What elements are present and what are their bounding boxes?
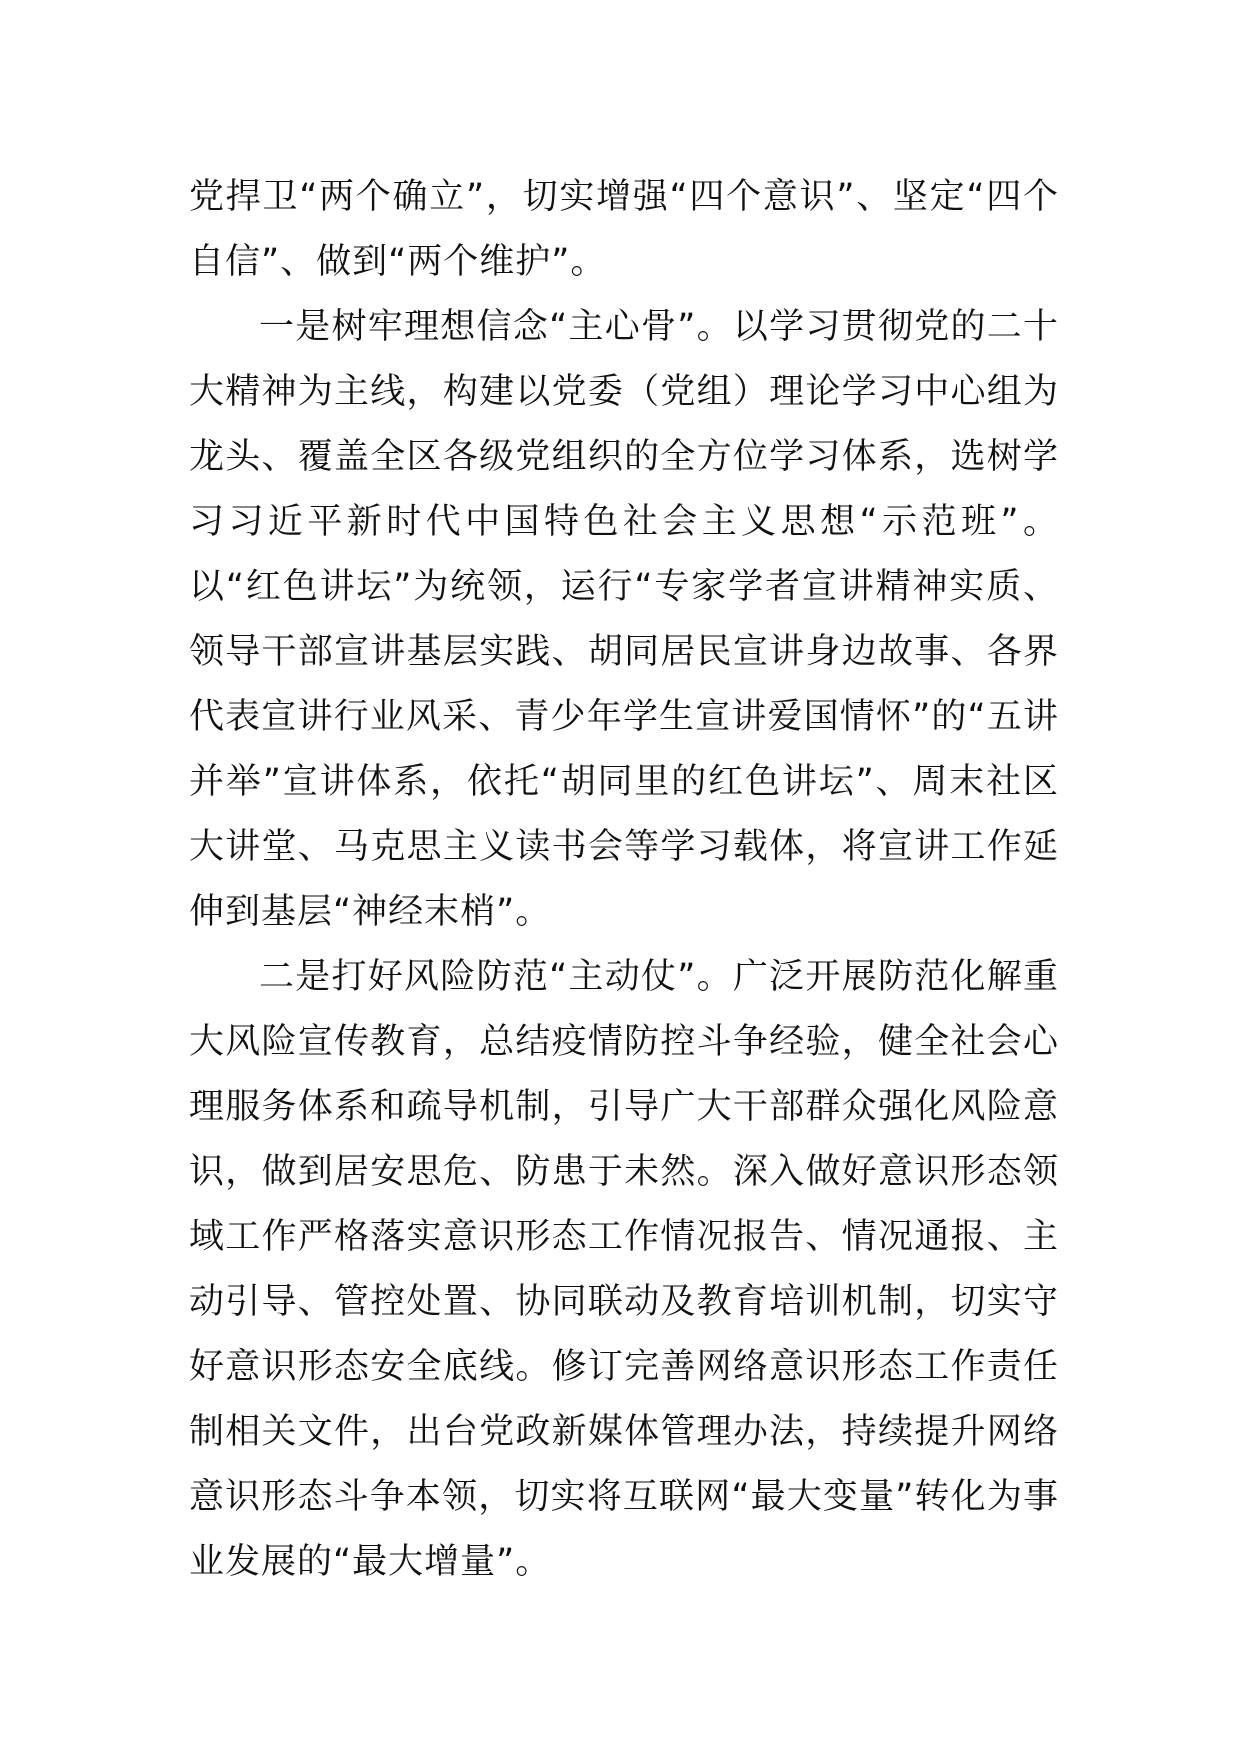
paragraph-ideals: 一是树牢理想信念“主心骨”。以学习贯彻党的二十大精神为主线，构建以党委（党组）理论学习中心组为龙头、覆盖全区各级党组织的全方位学习体系，选树学习习近平新时代中国特色社会主义思想“示范班”。以“红色讲坛”为统领，运行“专家学者宣讲精神实质、领导干部宣讲基层实践、胡同居民宣讲身边故事、各界代表宣讲行业风采、青少年学生宣讲爱国情怀”的“五讲并举”宣讲体系，依托“胡同里的红色讲坛”、周末社区大讲堂、马克思主义读书会等学习载体，将宣讲工作延伸到基层“神经末梢”。 (189, 307, 1059, 932)
document-body (189, 165, 1059, 1595)
paragraph-risk-prevention: 二是打好风险防范“主动仗”。广泛开展防范化解重大风险宣传教育，总结疫情防控斗争经验，健全社会心理服务体系和疏导机制，引导广大干部群众强化风险意识，做到居安思危、防患于未然。深入做好意识形态领域工作严格落实意识形态工作情况报告、情况通报、主动引导、管控处置、协同联动及教育培训机制，切实守好意识形态安全底线。修订完善网络意识形态工作责任制相关文件，出台党政新媒体管理办法，持续提升网络意识形态斗争本领，切实将互联网“最大变量”转化为事业发展的“最大增量”。 (189, 957, 1059, 1582)
paragraph-continuation: 党捍卫“两个确立”，切实增强“四个意识”、坚定“四个自信”、做到“两个维护”。 (189, 177, 1059, 282)
